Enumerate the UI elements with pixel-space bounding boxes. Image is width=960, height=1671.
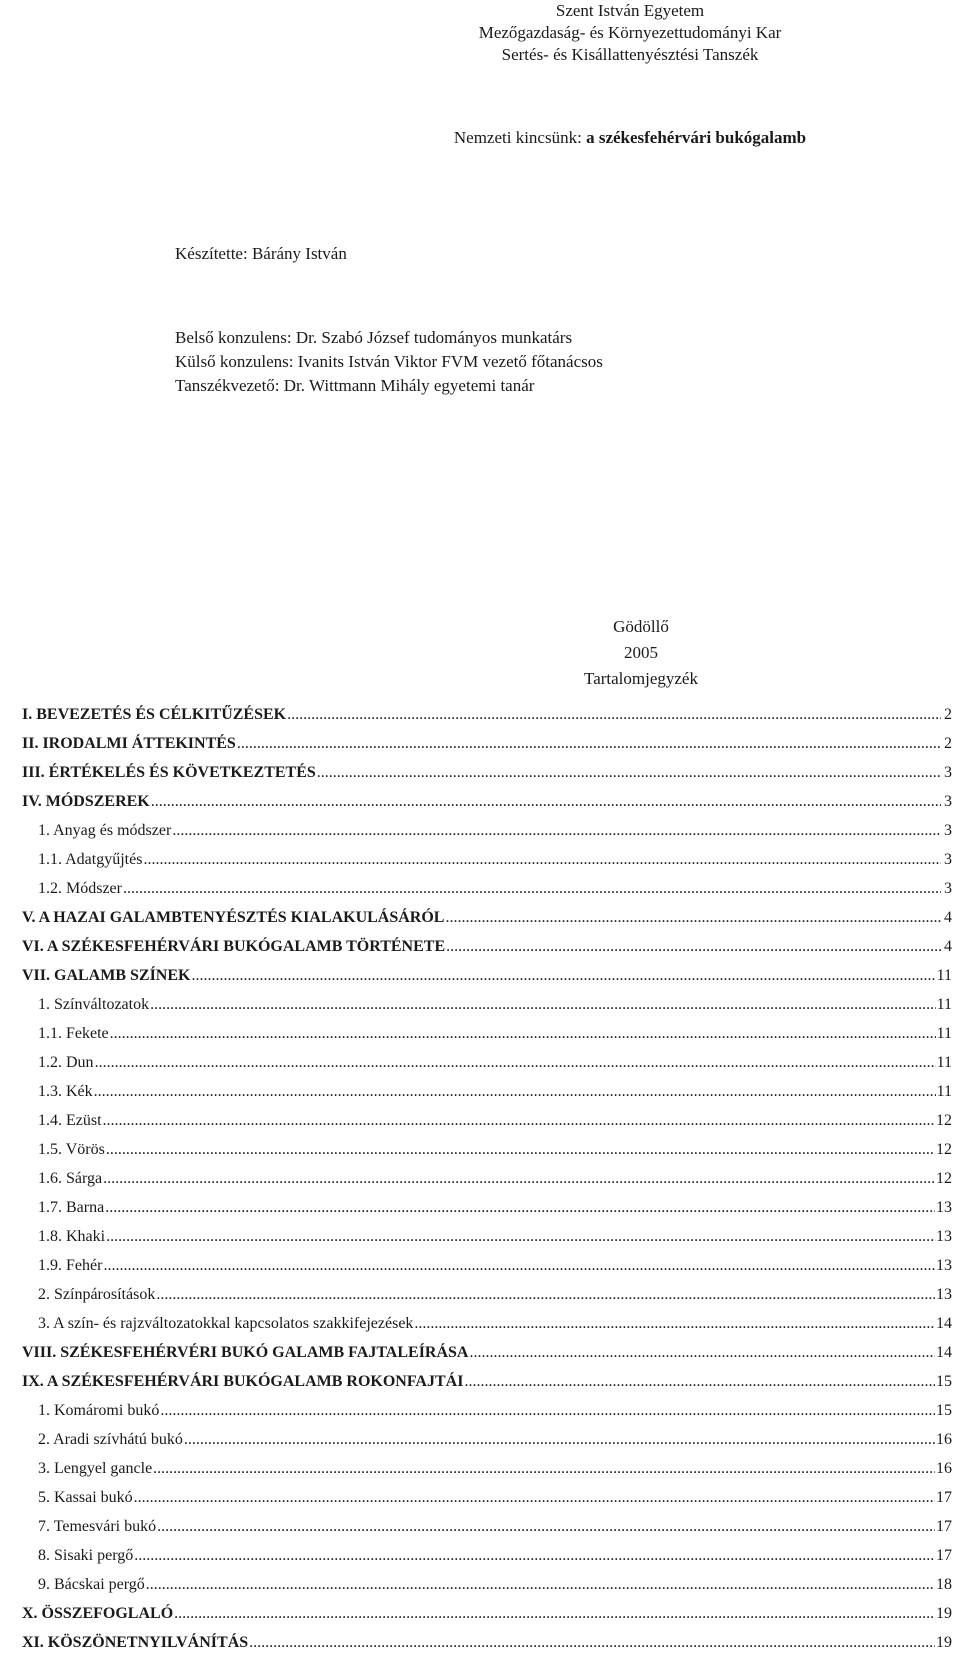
toc-entry-page-number: 2: [944, 735, 952, 752]
table-of-contents: [22, 700, 952, 1657]
toc-entry[interactable]: [22, 1077, 952, 1106]
toc-entry-page-number: 3: [944, 880, 952, 897]
toc-leader-dots: [146, 1570, 935, 1599]
toc-entry[interactable]: [22, 1367, 952, 1396]
toc-entry-page-number: 16: [936, 1431, 952, 1448]
toc-entry-label: V. A HAZAI GALAMBTENYÉSZTÉS KIALAKULÁSÁRÓL: [22, 909, 445, 926]
toc-leader-dots: [157, 1512, 935, 1541]
toc-entry-label: XI. KÖSZÖNETNYILVÁNÍTÁS: [22, 1634, 249, 1651]
toc-entry[interactable]: [22, 1628, 952, 1657]
toc-leader-dots: [106, 1222, 935, 1251]
toc-entry-page-number: 13: [936, 1257, 952, 1274]
toc-entry-page-number: 15: [936, 1373, 952, 1390]
consultants-block: [175, 326, 603, 398]
toc-leader-dots: [103, 1164, 935, 1193]
toc-entry[interactable]: [22, 1570, 952, 1599]
toc-entry-label: 1. Komáromi bukó: [38, 1402, 160, 1419]
toc-entry[interactable]: [22, 1396, 952, 1425]
toc-entry[interactable]: [22, 961, 952, 990]
toc-leader-dots: [105, 1193, 935, 1222]
internal-consultant: Belső konzulens: Dr. Szabó József tudományos munkatárs: [175, 328, 573, 347]
toc-leader-dots: [191, 961, 935, 990]
toc-entry[interactable]: [22, 787, 952, 816]
toc-leader-dots: [134, 1483, 935, 1512]
toc-entry[interactable]: [22, 1338, 952, 1367]
toc-entry[interactable]: [22, 1222, 952, 1251]
author-line: Készítette: Bárány István: [175, 244, 347, 263]
toc-entry-label: 2. Színpárosítások: [38, 1286, 156, 1303]
toc-entry-page-number: 13: [936, 1199, 952, 1216]
toc-entry-page-number: 17: [936, 1547, 952, 1564]
toc-entry-page-number: 13: [936, 1286, 952, 1303]
toc-entry[interactable]: [22, 932, 952, 961]
toc-leader-dots: [156, 1280, 935, 1309]
institution-header: [430, 0, 830, 66]
toc-entry-page-number: 3: [944, 822, 952, 839]
toc-entry-page-number: 3: [944, 793, 952, 810]
toc-entry-label: 1.1. Fekete: [38, 1025, 109, 1042]
thesis-title-prefix: Nemzeti kincsünk:: [453, 128, 587, 147]
thesis-title: [420, 128, 840, 148]
toc-entry[interactable]: [22, 1135, 952, 1164]
toc-entry-label: 3. A szín- és rajzváltozatokkal kapcsolatos szakkifejezések: [38, 1315, 414, 1332]
toc-leader-dots: [110, 1019, 936, 1048]
department-name: Sertés- és Kisállattenyésztési Tanszék: [501, 45, 759, 64]
toc-leader-dots: [174, 1599, 935, 1628]
toc-leader-dots: [249, 1628, 935, 1657]
toc-entry[interactable]: [22, 1309, 952, 1338]
toc-entry-page-number: 19: [936, 1634, 952, 1651]
toc-leader-dots: [94, 1077, 936, 1106]
toc-entry-label: 1.5. Vörös: [38, 1141, 105, 1158]
toc-entry-page-number: 3: [944, 851, 952, 868]
toc-entry[interactable]: [22, 1483, 952, 1512]
toc-entry[interactable]: [22, 1048, 952, 1077]
toc-entry-page-number: 12: [936, 1112, 952, 1129]
toc-entry[interactable]: [22, 845, 952, 874]
toc-leader-dots: [143, 845, 941, 874]
toc-entry-label: VI. A SZÉKESFEHÉRVÁRI BUKÓGALAMB TÖRTÉNETE: [22, 938, 446, 955]
toc-entry-page-number: 13: [936, 1228, 952, 1245]
toc-leader-dots: [95, 1048, 936, 1077]
toc-entry-label: I. BEVEZETÉS ÉS CÉLKITŰZÉSEK: [22, 706, 287, 723]
toc-entry-label: VII. GALAMB SZÍNEK: [22, 967, 191, 984]
toc-entry-page-number: 11: [936, 996, 952, 1013]
toc-entry-label: 1.3. Kék: [38, 1083, 93, 1100]
toc-entry-label: 5. Kassai bukó: [38, 1489, 133, 1506]
toc-entry-label: 1. Anyag és módszer: [38, 822, 172, 839]
toc-entry[interactable]: [22, 816, 952, 845]
toc-entry-label: 1.9. Fehér: [38, 1257, 103, 1274]
toc-entry-label: 1.8. Khaki: [38, 1228, 106, 1245]
toc-entry-page-number: 2: [944, 706, 952, 723]
toc-entry-page-number: 11: [936, 967, 952, 984]
toc-entry-page-number: 4: [944, 938, 952, 955]
toc-leader-dots: [237, 729, 941, 758]
toc-entry[interactable]: [22, 1425, 952, 1454]
toc-entry[interactable]: [22, 1251, 952, 1280]
toc-entry-page-number: 14: [936, 1315, 952, 1332]
toc-entry-page-number: 15: [936, 1402, 952, 1419]
toc-entry[interactable]: [22, 1454, 952, 1483]
toc-entry[interactable]: [22, 1280, 952, 1309]
toc-entry[interactable]: [22, 758, 952, 787]
year: 2005: [624, 643, 658, 662]
toc-entry[interactable]: [22, 990, 952, 1019]
place-date-block: [560, 614, 722, 692]
toc-entry-label: 1.6. Sárga: [38, 1170, 103, 1187]
toc-leader-dots: [123, 874, 941, 903]
toc-entry-page-number: 4: [944, 909, 952, 926]
toc-entry-page-number: 17: [936, 1489, 952, 1506]
toc-entry-page-number: 11: [936, 1083, 952, 1100]
toc-leader-dots: [160, 1396, 935, 1425]
thesis-title-main: a székesfehérvári bukógalamb: [586, 128, 807, 147]
toc-entry[interactable]: [22, 729, 952, 758]
toc-entry-label: 1.7. Barna: [38, 1199, 105, 1216]
toc-entry-label: III. ÉRTÉKELÉS ÉS KÖVETKEZTETÉS: [22, 764, 316, 781]
toc-heading: Tartalomjegyzék: [584, 669, 698, 688]
toc-entry-page-number: 17: [936, 1518, 952, 1535]
place-name: Gödöllő: [613, 617, 669, 636]
toc-entry-label: IX. A SZÉKESFEHÉRVÁRI BUKÓGALAMB ROKONFAJTÁI: [22, 1373, 464, 1390]
external-consultant: Külső konzulens: Ivanits István Viktor FVM vezető főtanácsos: [175, 352, 603, 371]
toc-entry-label: VIII. SZÉKESFEHÉRVÉRI BUKÓ GALAMB FAJTALEÍRÁSA: [22, 1344, 469, 1361]
toc-entry[interactable]: [22, 700, 952, 729]
toc-leader-dots: [445, 903, 941, 932]
toc-entry-page-number: 3: [944, 764, 952, 781]
toc-entry[interactable]: [22, 1599, 952, 1628]
toc-entry[interactable]: [22, 1193, 952, 1222]
toc-entry-label: 2. Aradi szívhátú bukó: [38, 1431, 183, 1448]
toc-leader-dots: [287, 700, 941, 729]
toc-leader-dots: [151, 787, 941, 816]
toc-entry-page-number: 18: [936, 1576, 952, 1593]
toc-leader-dots: [184, 1425, 935, 1454]
toc-entry-label: II. IRODALMI ÁTTEKINTÉS: [22, 735, 236, 752]
toc-entry-label: 1.4. Ezüst: [38, 1112, 102, 1129]
toc-leader-dots: [153, 1454, 935, 1483]
toc-entry-label: 1. Színváltozatok: [38, 996, 150, 1013]
toc-entry[interactable]: [22, 903, 952, 932]
toc-entry-page-number: 12: [936, 1170, 952, 1187]
toc-entry-label: X. ÖSSZEFOGLALÓ: [22, 1605, 174, 1622]
toc-leader-dots: [103, 1251, 935, 1280]
toc-leader-dots: [464, 1367, 935, 1396]
toc-entry-label: 8. Sisaki pergő: [38, 1547, 134, 1564]
faculty-name: Mezőgazdaság- és Környezettudományi Kar: [478, 23, 782, 42]
toc-entry-page-number: 12: [936, 1141, 952, 1158]
toc-entry-label: 7. Temesvári bukó: [38, 1518, 157, 1535]
toc-entry[interactable]: [22, 874, 952, 903]
toc-entry[interactable]: [22, 1019, 952, 1048]
toc-leader-dots: [446, 932, 941, 961]
toc-entry-page-number: 11: [936, 1025, 952, 1042]
toc-entry-page-number: 16: [936, 1460, 952, 1477]
toc-entry[interactable]: [22, 1541, 952, 1570]
department-head: Tanszékvezető: Dr. Wittmann Mihály egyetemi tanár: [175, 376, 535, 395]
university-name: Szent István Egyetem: [555, 1, 705, 20]
toc-leader-dots: [414, 1309, 935, 1338]
toc-entry-label: 3. Lengyel gancle: [38, 1460, 153, 1477]
toc-entry-page-number: 11: [936, 1054, 952, 1071]
toc-entry-label: 1.1. Adatgyűjtés: [38, 851, 143, 868]
toc-entry-label: 9. Bácskai pergő: [38, 1576, 145, 1593]
toc-entry-label: IV. MÓDSZEREK: [22, 793, 150, 810]
toc-entry-label: 1.2. Módszer: [38, 880, 122, 897]
toc-entry[interactable]: [22, 1512, 952, 1541]
toc-leader-dots: [469, 1338, 935, 1367]
toc-entry-page-number: 14: [936, 1344, 952, 1361]
toc-entry-page-number: 19: [936, 1605, 952, 1622]
toc-leader-dots: [172, 816, 941, 845]
toc-leader-dots: [150, 990, 936, 1019]
toc-entry[interactable]: [22, 1164, 952, 1193]
toc-entry[interactable]: [22, 1106, 952, 1135]
toc-leader-dots: [317, 758, 941, 787]
toc-leader-dots: [106, 1135, 935, 1164]
toc-entry-label: 1.2. Dun: [38, 1054, 94, 1071]
toc-leader-dots: [134, 1541, 935, 1570]
toc-leader-dots: [103, 1106, 935, 1135]
